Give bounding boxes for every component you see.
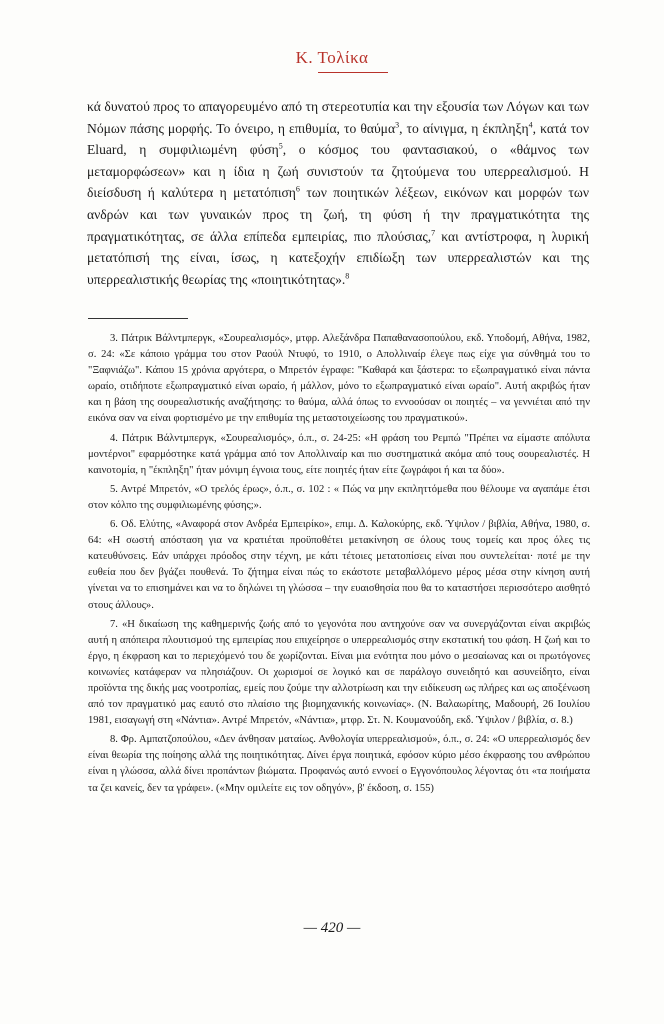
footnote-5: 5. Αντρέ Μπρετόν, «Ο τρελός έρως», ό.π., σ. 102 : « Πώς να μην εκπληττόμεθα που θέλουμε να αγαπάμε έτσι στον κόλπο της συμφιλιωμένης φύσης;». [88, 483, 590, 511]
footnote-ref-4[interactable]: 4 [528, 120, 533, 130]
body-text-segment: , το αίνιγμα, η έκπληξη [399, 120, 529, 136]
body-text-segment: , ο κόσμος του φαντασιακού, ο «θάμνος των μεταμορφώσεων» και η ίδια η ζωή συνιστούν τα ζητούμενα του υπερρεαλισμού. Η διείσδυση ή καλύτερα η μετατόπιση [87, 142, 589, 201]
running-header: Κ. Τολίκα [295, 48, 369, 67]
footnote-ref-3[interactable]: 3 [395, 120, 400, 130]
footnote-6: 6. Οδ. Ελύτης, «Αναφορά στον Ανδρέα Εμπειρίκο», επιμ. Δ. Καλοκύρης, εκδ. Ύψιλον / βιβλία, Αθήνα, 1980, σ. 64: «Η σωστή απόσταση για να κρατιέται προϋποθέτει μετακίνηση σε όλους τους τομείς και προς όλες τις κατευθύνσεις. Εάν υπάρχει πρόοδος στην τέχνη, με κάτι τέτοιες μετατοπίσεις είναι που συντελείται· ποτέ με την ευθεία που δεν βγάζει πουθενά. Το ζήτημα είναι πώς το εκάστοτε μεταβαλλόμενο μέρος μέσα στην κίνηση αυτή γίνεται να το επισημάνει και να το δηλώνει τη γλώσσα – την ευαισθησία που θα το καταστήσει περισσότερο αισθητό στους άλλους». [88, 519, 590, 611]
footnote-8: 8. Φρ. Αμπατζοπούλου, «Δεν άνθησαν ματαίως. Ανθολογία υπερρεαλισμού», ό.π., σ. 24: «Ο υπερρεαλισμός δεν είναι θεωρία της ποίησης αλλά της ποιητικότητας. Δίνει έργα ποιητικά, εφόσον κύριο μέσο έκφρασης του ανθρώπου είναι η γλώσσα, αλλά δίνει προπάντων βιώματα. Προφανώς αυτό εννοεί ο Εγγονόπουλος λέγοντας ότι «τα ποιήματα τα ζει κανείς, δεν τα γράφει». («Μην ομιλείτε εις τον οδηγόν», β' έκδοση, σ. 155) [88, 734, 590, 794]
footnote-3: 3. Πάτρικ Βάλντμπεργκ, «Σουρεαλισμός», μτφρ. Αλεξάνδρα Παπαθανασοπούλου, εκδ. Υποδομή, Αθήνα, 1982, σ. 24: «Σε κάποιο γράμμα του στον Ραούλ Ντυφύ, το 1910, ο Απολλιναίρ έλεγε πως είχε για σύνθημά του το "Ξαφνιάζω". Κάπου 15 χρόνια αργότερα, ο Μπρετόν έγραφε: "Καθαρά και ξάστερα: το εξωπραγματικό είναι πάντα ωραίο, οτιδήποτε εξωπραγματικό είναι ωραίο, ή μάλλον, μόνο το εξωπραγματικό είναι ωραίο". Αυτή ακριβώς ήταν και η βάση της σουρεαλιστικής αναζήτησης: το θαύμα, αλλά όπως το εννοούσαν οι ποιητές – να γεννιέται από την εικόνα σαν να είναι φορτισμένο με την επιθυμία της μεταστοιχείωσης του πραγματικού». [88, 333, 590, 425]
footnote-separator [88, 318, 188, 319]
footnote-ref-5[interactable]: 5 [278, 141, 283, 151]
header-underline [318, 72, 388, 73]
footnote-7: 7. «Η δικαίωση της καθημερινής ζωής από το γεγονότα που αντηχούνε σαν να συνεργάζονται είναι ακριβώς αυτή η απόπειρα πλουτισμού της εμπειρίας που επιχείρησε ο υπερρεαλισμός στην εκστατική του φάση. Η ζωή και το έργο, η έκφραση και το περιεχόμενό του δε χωρίζονται. Είναι μια ενότητα που μόνο ο μεσαίωνας και οι πρωτόγονες κοινωνίες κατάφεραν να πλησιάζουν. Οι χωρισμοί σε λογικό και σε παράλογο συνειδητό και ασυνείδητο, είναι προϊόντα της δικής μας νοοτροπίας, εμείς που ζούμε την αλλοτρίωση και την ειδίκευση ως πλήρες και ως αποξένωση από τον πραγματικό μας εαυτό στο πλαίσιο της βιομηχανικής κοινωνίας». (Ν. Βαλαωρίτης, Μαδουρή, 26 Ιουλίου 1981, εισαγωγή στη «Νάντια». Αντρέ Μπρετόν, «Νάντια», μτφρ. Στ. Ν. Κουμανούδη, εκδ. Ύψιλον / βιβλία, σ. 8.) [88, 618, 590, 727]
page-number: — 420 — [303, 920, 361, 936]
body-text-segment: , κατά τον Eluard, η συμφιλιωμένη φύση [87, 120, 589, 158]
body-paragraph [87, 96, 589, 290]
footnotes-section [88, 331, 590, 800]
footnote-ref-8[interactable]: 8 [345, 271, 350, 281]
body-text-segment: κά δυνατού προς το απαγορευμένο από τη στερεοτυπία και την εξουσία των Λόγων και των Νόμων πάσης μορφής. Το όνειρο, η επιθυμία, το θαύμα [87, 99, 589, 136]
footnote-ref-6[interactable]: 6 [295, 184, 300, 194]
footnote-4: 4. Πάτρικ Βάλντμπεργκ, «Σουρεαλισμός», ό.π., σ. 24-25: «Η φράση του Ρεμπώ "Πρέπει να είμαστε απόλυτα μοντέρνοι" εφαρμόστηκε κατά γράμμα από τον Απολλιναίρ και πιο συστηματικά ακόμα από τους σουρεαλιστές. Η καινοτομία, η "έκπληξη" ήταν μόνιμη έγνοια τους, είτε ποιητές ήταν είτε ζωγράφοι ή και τα δύο». [88, 432, 590, 476]
body-text-segment: και αντίστροφα, η λυρική μετατόπισή της είναι, ίσως, η κατεξοχήν επιδίωξη των υπερρεαλιστών και της υπερρεαλιστικής θεωρίας της «ποιητικότητας». [87, 228, 589, 287]
footnote-ref-7[interactable]: 7 [431, 228, 436, 238]
body-text-segment: των ποιητικών λέξεων, εικόνων και μορφών των ανδρών και των γυναικών προς τη ζωή, τη φύση ή την πραγματικότητα της πραγματικότητας, σε άλλα επίπεδα εμπειρίας, πιο πλούσιας, [87, 185, 589, 244]
